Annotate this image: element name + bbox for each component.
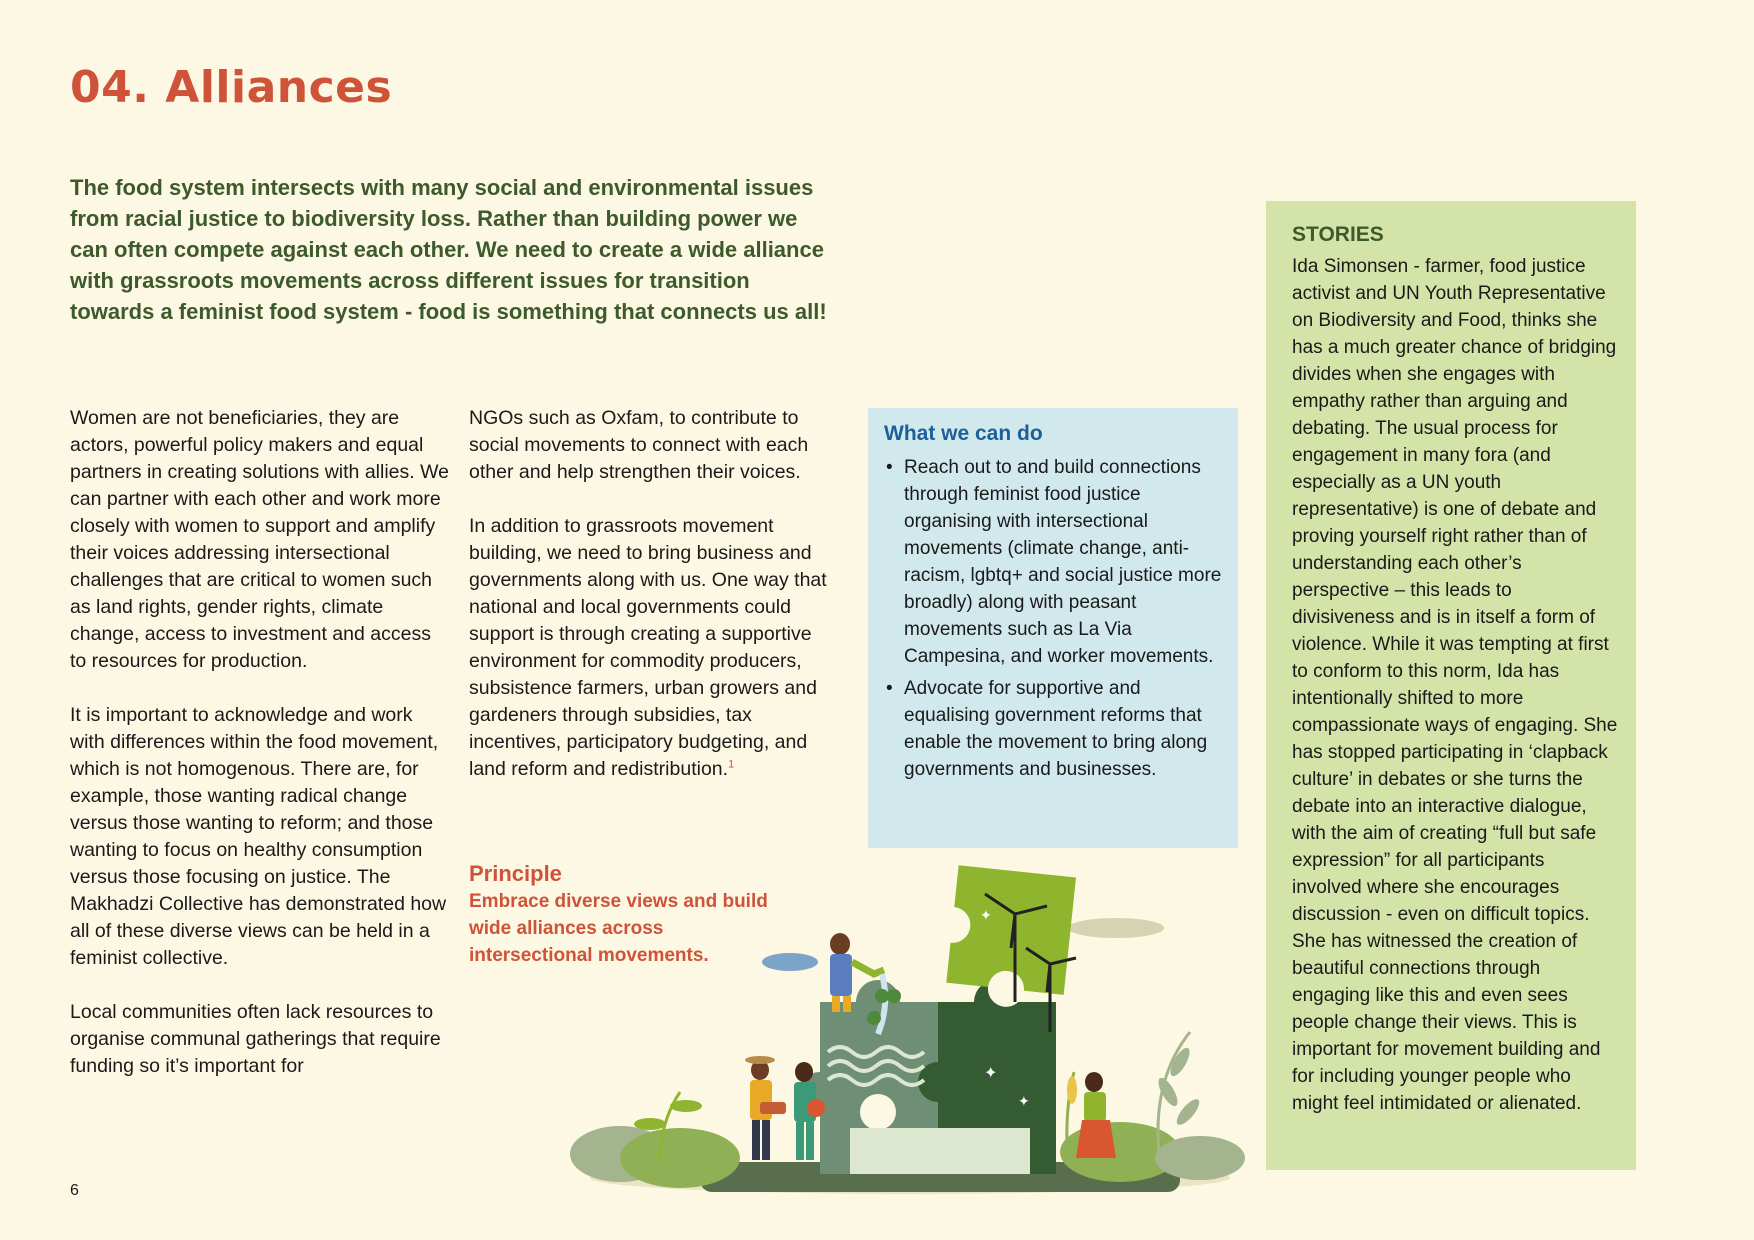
bush [620, 1128, 740, 1188]
stories-title: STORIES [1292, 223, 1384, 246]
column1-paragraph-1: Women are not beneficiaries, they are actors, powerful policy makers and equal partners in creating solutions with allies. We can partner with each other and work more closely with women to support and amplify their voices addressing intersectional challenges that are critical to women such as land rights, gender rights, climate change, access to investment and access to resources for production. [70, 407, 449, 672]
column1-paragraph-3: Local communities often lack resources to organise communal gatherings that require funding so it’s important for [70, 1001, 441, 1077]
what-we-can-do-title: What we can do [884, 422, 1043, 445]
list-item: • Reach out to and build connections through feminist food justice organising with intersectional movements (climate change, anti-racism, lgbtq+ and social justice more broadly) along with peasant movements such as La Via Campesina, and worker movements. [884, 454, 1222, 670]
person-head [795, 1062, 813, 1082]
what-we-can-do-list [884, 454, 1222, 783]
list-item: • Advocate for supportive and equalising government reforms that enable the movement to bring along governments and businesses. [884, 675, 1222, 783]
page-number: 6 [70, 1182, 79, 1199]
what-we-can-do-box [868, 408, 1238, 848]
principle-title: Principle [469, 861, 562, 886]
puzzle-notch [860, 1094, 896, 1130]
person-leg [752, 1120, 760, 1160]
column1-paragraph-2: It is important to acknowledge and work with differences within the food movement, which is not homogenous. There are, for example, those wanting radical change versus those wanting to reform; and those wanting to focus on healthy consumption versus those focusing on justice. The Makhadzi Collective has demonstrated how all of these diverse views can be held in a feminist collective. [70, 704, 447, 969]
person-body [830, 954, 852, 996]
sprout [875, 989, 889, 1003]
person-head [1085, 1072, 1103, 1092]
column2-paragraph-1: NGOs such as Oxfam, to contribute to social movements to connect with each other and help strengthen their voices. [469, 407, 809, 483]
page-title: 04. Alliances [70, 62, 393, 113]
column-2 [469, 405, 844, 810]
intro-paragraph: The food system intersects with many social and environmental issues from racial justice to biodiversity loss. Rather than building power we can often compete against each other. We need to create a wide alliance with grassroots movements across different issues for transition towards a feminist food system - food is something that connects us all! [70, 175, 827, 324]
leaf [670, 1100, 702, 1112]
leaf [1173, 1096, 1203, 1128]
person-body [1084, 1092, 1106, 1122]
corn-icon [1067, 1076, 1077, 1104]
bush [1155, 1136, 1245, 1180]
sprout [887, 989, 901, 1003]
basket-icon [760, 1102, 786, 1114]
cloud [762, 953, 818, 971]
person-skirt [1076, 1120, 1116, 1158]
principle-text: Embrace diverse views and build wide alliances across intersectional movements. [469, 891, 768, 966]
sprout [867, 1011, 881, 1025]
sparkle-icon: ✦ [1018, 1094, 1030, 1110]
stories-text: Ida Simonsen - farmer, food justice activist and UN Youth Representative on Biodiversity and Food, thinks she has a much greater chance of bridging divides when she engages with empathy rather than arguing and debating. The usual process for engagement in many fora (and especially as a UN youth representative) is one of debate and proving yourself right rather than of understanding each other’s perspective – this leads to divisiveness and is in itself a form of violence. While it was tempting at first to conform to this norm, Ida has intentionally shifted to more compassionate ways of engaging. She has stopped participating in ‘clapback culture’ in debates or she turns the debate into an interactive dialogue, with the aim of creating “full but safe expression” for all participants involved where she encourages discussion - even on difficult topics. She has witnessed the creation of beautiful connections through engaging like this and even sees people change their views. This is important for movement building and for including younger people who might feel intimidated or alienated. [1292, 256, 1618, 1114]
sparkle-icon: ✦ [984, 1063, 998, 1082]
watering-can-icon [852, 962, 884, 974]
person-leg [796, 1122, 804, 1160]
person-leg [806, 1122, 814, 1160]
leaf [634, 1118, 666, 1130]
puzzle-piece-top-group [927, 863, 1076, 1012]
pumpkin-icon [807, 1099, 825, 1117]
person-boot [832, 996, 840, 1012]
person-head [830, 933, 850, 955]
alliance-puzzle-illustration [560, 862, 1280, 1200]
puzzle-piece-bottom [850, 1128, 1030, 1174]
sparkle-icon: ✦ [980, 908, 992, 924]
hat-icon [745, 1056, 775, 1064]
column-1 [70, 405, 450, 1107]
column2-paragraph-2-text: In addition to grassroots movement building, we need to bring business and governments along with us. One way that national and local governments could support is through creating a supportive environment for commodity producers, subsistence farmers, urban growers and gardeners through subsidies, tax incentives, participatory budgeting, and land reform and redistribution. [469, 515, 827, 780]
column2-paragraph-2 [469, 513, 844, 783]
footnote-marker[interactable]: 1 [728, 758, 735, 771]
person-leg [762, 1120, 770, 1160]
cloud [1068, 918, 1164, 938]
person-boot [843, 996, 851, 1012]
stories-box [1266, 201, 1636, 1170]
